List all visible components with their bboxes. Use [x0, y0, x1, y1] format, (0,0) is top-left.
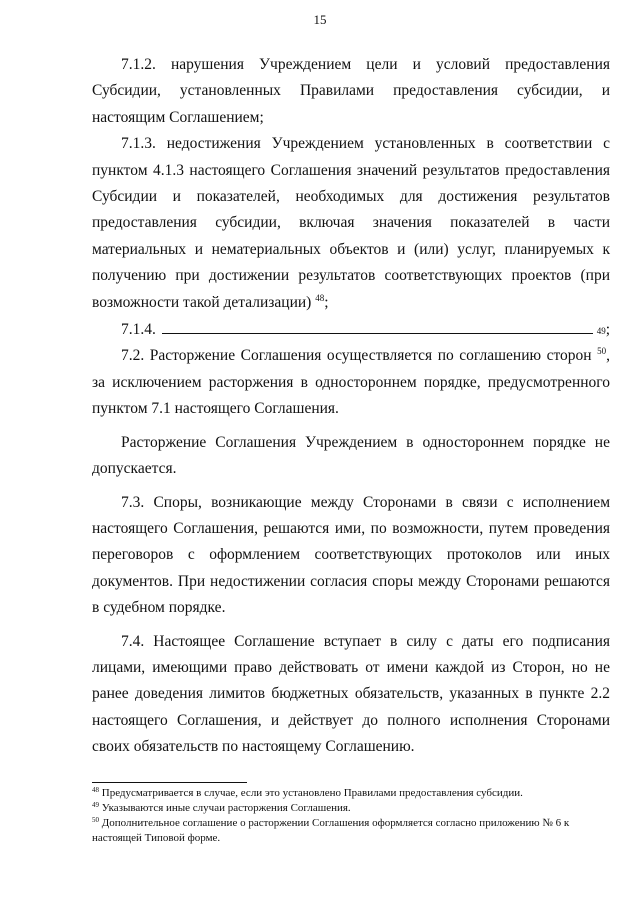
footnote-49-text: Указываются иные случаи расторжения Соглашения. [101, 802, 351, 814]
paragraph-7-2-text: 7.2. Расторжение Соглашения осуществляется по соглашению сторон [121, 347, 592, 365]
footnote-separator [92, 782, 247, 783]
paragraph-7-4: 7.4. Настоящее Соглашение вступает в силу с даты его подписания лицами, имеющими право действовать от имени каждой из Сторон, но не ранее доведения лимитов бюджетных обязательств, указанных в пункте 2.2 настоящего Соглашения, и действует до полного исполнения Сторонами своих обязательств по настоящему Соглашению. [92, 632, 610, 756]
page-number: 15 [313, 12, 327, 27]
footnote-49 [92, 801, 612, 816]
paragraph-7-1-4: 7.1.4. 49 ; [92, 316, 610, 343]
paragraph-7-1-3-text: 7.1.3. недостижения Учреждением установленных в соответствии с пунктом 4.1.3 настоящего Соглашения значений результатов предоставления Субсидии и показателей, необходимых для достижения результатов предоставления субсидии, включая значения показателей в части материальных и нематериальных объектов и (или) услуг, планируемых к получению при достижении результатов соответствующих проектов (при возможности такой детализации) [92, 135, 610, 311]
paragraph-7-1-3 [92, 131, 610, 316]
footnote-50-num: 50 [92, 816, 99, 824]
footnote-48 [92, 786, 612, 801]
paragraph-7-2 [92, 343, 610, 422]
footnote-50 [92, 816, 612, 846]
paragraph-7-1-2: 7.1.2. нарушения Учреждением цели и условий предоставления Субсидии, установленных Правилами предоставления субсидии, и настоящим Соглашением; [92, 56, 610, 126]
footnote-50-text: Дополнительное соглашение о расторжении Соглашения оформляется согласно приложению № 6 к настоящей Типовой форме. [92, 817, 570, 844]
paragraph-7-2-unilateral: Расторжение Соглашения Учреждением в одностороннем порядке не допускается. [92, 433, 610, 478]
footnote-ref-48: 48 [315, 292, 325, 303]
paragraph-7-3: 7.3. Споры, возникающие между Сторонами в связи с исполнением настоящего Соглашения, решаются ими, по возможности, путем проведения переговоров с оформлением соответствующих протоколов или иных документов. При недостижении согласия споры между Сторонами решаются в судебном порядке. [92, 493, 610, 617]
paragraph-7-1-3-end: ; [324, 293, 329, 311]
footnote-ref-50: 50 [597, 346, 607, 357]
paragraph-7-1-4-end: ; [605, 321, 610, 339]
blank-fill-line [162, 316, 593, 334]
document-body [92, 52, 610, 761]
footnotes [92, 786, 612, 846]
footnote-48-num: 48 [92, 786, 99, 794]
paragraph-7-1-4-label: 7.1.4. [121, 321, 156, 339]
paragraph-7-2-cont: , за исключением расторжения в одностороннем порядке, предусмотренного пунктом 7.1 настоящего Соглашения. [92, 347, 610, 418]
footnote-49-num: 49 [92, 801, 99, 809]
footnote-48-text: Предусматривается в случае, если это установлено Правилами предоставления субсидии. [101, 787, 523, 799]
